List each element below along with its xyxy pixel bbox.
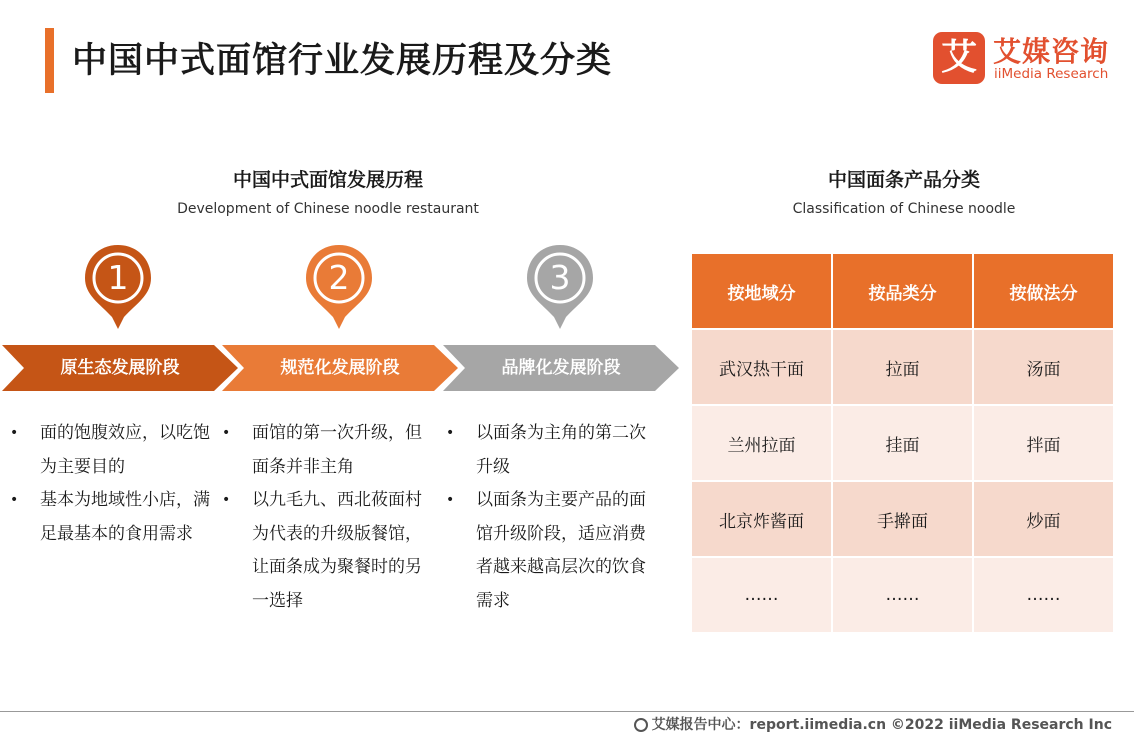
- bullet-item: • 以九毛九、西北莜面村为代表的升级版餐馆，让面条成为聚餐时的另一选择: [222, 484, 422, 618]
- table-cell: 武汉热干面: [692, 330, 831, 404]
- classification-title-en: Classification of Chinese noodle: [792, 201, 1016, 217]
- bullet-item: • 以面条为主角的第二次升级: [446, 417, 646, 484]
- title-accent-bar: [45, 28, 54, 93]
- development-title-cn: 中国中式面馆发展历程: [232, 169, 423, 191]
- footer: [634, 714, 1112, 734]
- table-row: [692, 558, 1113, 632]
- footer-divider: [0, 711, 1134, 712]
- stage-3-marker: [524, 243, 596, 333]
- stage-2-number: 2: [328, 258, 350, 297]
- bullet-item: • 面馆的第一次升级，但面条并非主角: [222, 417, 422, 484]
- table-cell: ……: [833, 558, 972, 632]
- table-cell: 拌面: [974, 406, 1113, 480]
- stage-1-label: 原生态发展阶段: [60, 358, 180, 378]
- table-cell: ……: [974, 558, 1113, 632]
- header-by-method: 按做法分: [974, 254, 1113, 328]
- table-cell: 北京炸酱面: [692, 482, 831, 556]
- table-cell: 挂面: [833, 406, 972, 480]
- stage-2-marker: [303, 243, 375, 333]
- stage-1-number: 1: [107, 258, 129, 297]
- bullet-dot-icon: •: [222, 425, 231, 441]
- bullet-dot-icon: •: [446, 425, 455, 441]
- table-row: [692, 330, 1113, 404]
- stage-1-bullets: [10, 417, 210, 551]
- table-cell: 炒面: [974, 482, 1113, 556]
- bullet-item: • 基本为地域性小店，满足最基本的食用需求: [10, 484, 210, 551]
- table-row: [692, 406, 1113, 480]
- logo-mark: [933, 32, 985, 84]
- stage-1-marker: [82, 243, 154, 333]
- stage-2-label: 规范化发展阶段: [280, 358, 400, 378]
- logo-name-en: iiMedia Research: [994, 66, 1109, 82]
- stage-2-arrow: [222, 345, 458, 391]
- stage-3-number: 3: [549, 258, 571, 297]
- classification-table: [690, 252, 1115, 634]
- footer-text: 艾媒报告中心：report.iimedia.cn ©2022 iiMedia Research Inc: [651, 717, 1112, 733]
- stage-2-bullets: [222, 417, 422, 618]
- page-title: 中国中式面馆行业发展历程及分类: [72, 41, 613, 81]
- stage-3-label: 品牌化发展阶段: [501, 358, 621, 378]
- bullet-dot-icon: •: [222, 492, 231, 508]
- bullet-dot-icon: •: [10, 425, 19, 441]
- stage-3-arrow: [443, 345, 679, 391]
- table-cell: 兰州拉面: [692, 406, 831, 480]
- header-by-type: 按品类分: [833, 254, 972, 328]
- logo-mark-glyph: 艾: [940, 37, 977, 78]
- bullet-dot-icon: •: [10, 492, 19, 508]
- table-header-row: [692, 254, 1113, 328]
- header-by-region: 按地域分: [692, 254, 831, 328]
- table-cell: ……: [692, 558, 831, 632]
- bullet-item: • 面的饱腹效应，以吃饱为主要目的: [10, 417, 210, 484]
- iimedia-logo: [933, 30, 1113, 86]
- development-title-en: Development of Chinese noodle restaurant: [177, 201, 479, 217]
- table-cell: 拉面: [833, 330, 972, 404]
- table-cell: 手擀面: [833, 482, 972, 556]
- table-row: [692, 482, 1113, 556]
- table-cell: 汤面: [974, 330, 1113, 404]
- classification-title-cn: 中国面条产品分类: [827, 169, 980, 191]
- bullet-item: • 以面条为主要产品的面馆升级阶段，适应消费者越来越高层次的饮食需求: [446, 484, 646, 618]
- globe-icon: [634, 718, 648, 732]
- stage-1-arrow: [2, 345, 238, 391]
- stage-3-bullets: [446, 417, 646, 618]
- bullet-dot-icon: •: [446, 492, 455, 508]
- logo-name-cn: 艾媒咨询: [993, 35, 1110, 68]
